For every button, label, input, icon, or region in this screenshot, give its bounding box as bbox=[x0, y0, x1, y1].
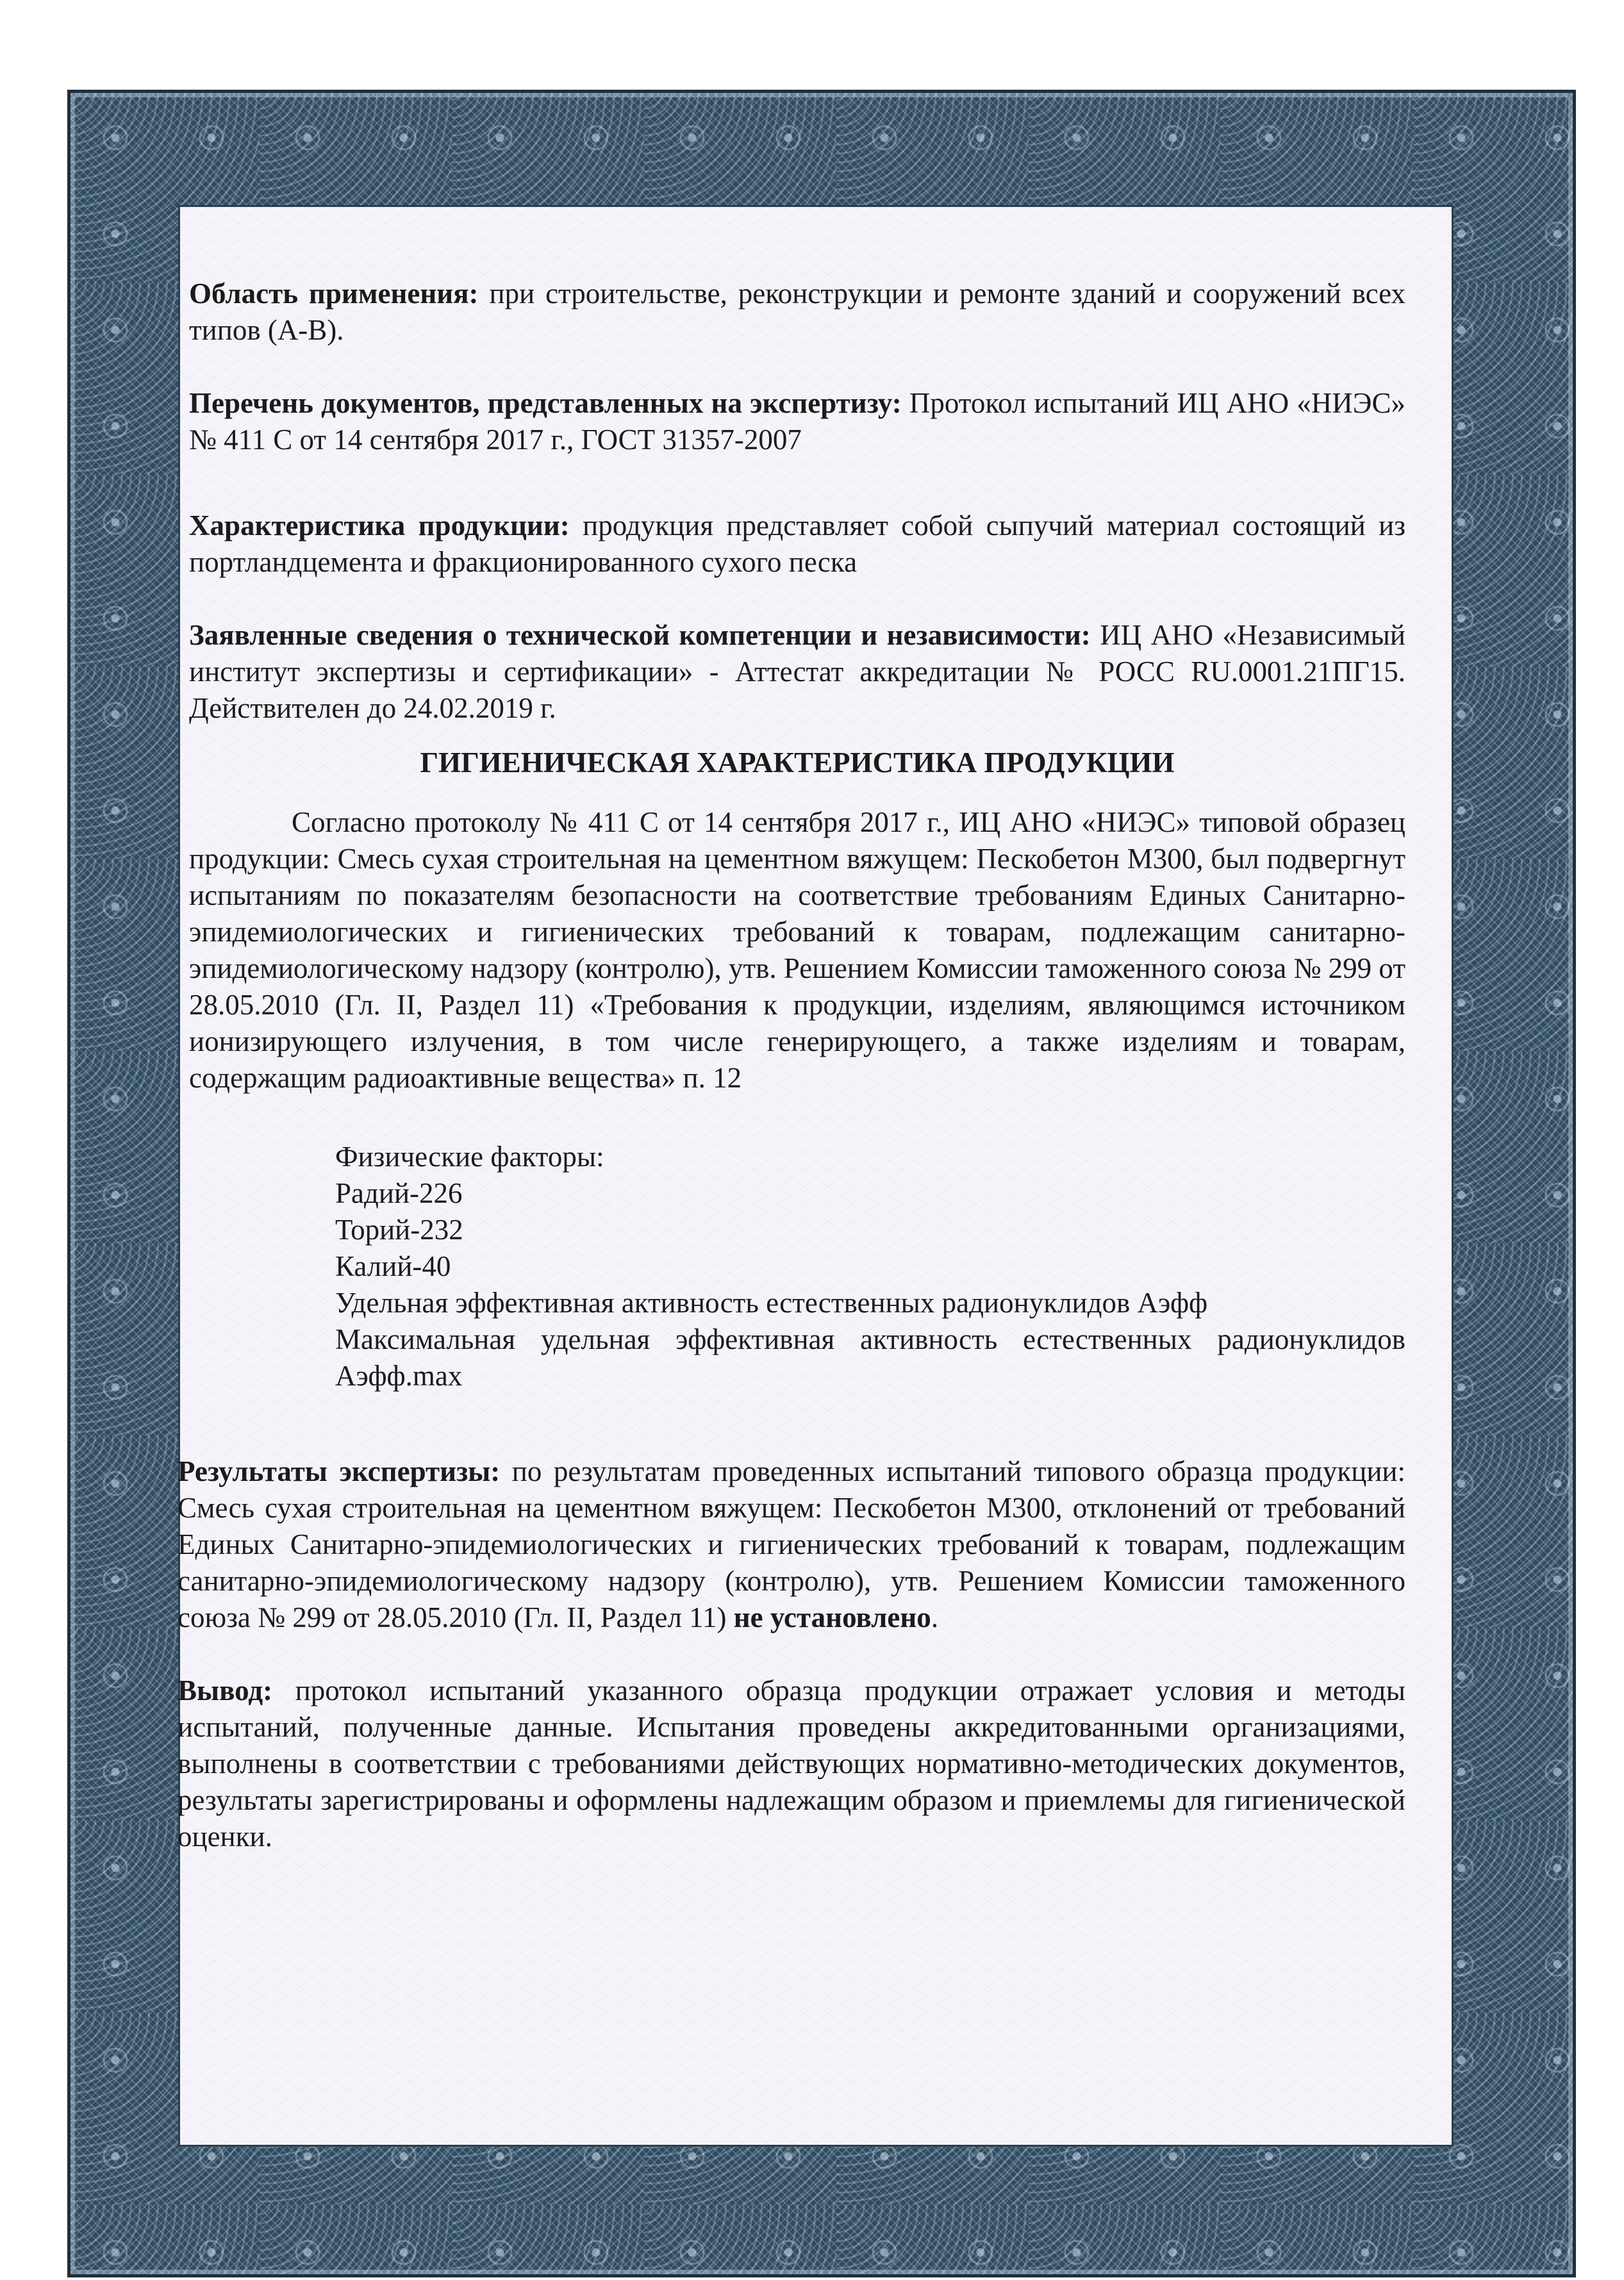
competence-paragraph bbox=[189, 617, 1405, 727]
competence-text: ИЦ АНО «Независимый институт экспертизы и сертификации» - Аттестат аккредитации № РОСС RU.0001.21ПГ15. Действителен до 24.02.2019 г. bbox=[189, 619, 1405, 724]
scope-text: при строительстве, реконструкции и ремонте зданий и сооружений всех типов (А-В). bbox=[189, 277, 1405, 346]
factor-item: Максимальная удельная эффективная активность естественных радионуклидов Аэфф.max bbox=[335, 1323, 1405, 1392]
factors-heading: Физические факторы: bbox=[335, 1141, 604, 1173]
conclusion-paragraph bbox=[178, 1673, 1405, 1855]
conclusion-text: протокол испытаний указанного образца продукции отражает условия и методы испытаний, полученные данные. Испытания проведены аккредитованными организациями, выполнены в соответствии с требованиями действующих нормативно-методических документов, результаты зарегистрированы и оформлены надлежащим образом и приемлемы для гигиенической оценки. bbox=[178, 1674, 1405, 1853]
results-label: Результаты экспертизы: bbox=[178, 1455, 501, 1487]
results-emphasis: не установлено bbox=[733, 1601, 931, 1633]
factor-item: Торий-232 bbox=[335, 1214, 463, 1246]
factor-item: Калий-40 bbox=[335, 1250, 451, 1282]
results-text: по результатам проведенных испытаний типового образца продукции: Смесь сухая строительная на цементном вяжущем: Пескобетон М300, отклонений от требований Единых Санитарно-эпидемиологических и гигиенических требований к товарам, подлежащим санитарно-эпидемиологическому надзору (контролю), утв. Решением Комиссии таможенного союза № 299 от 28.05.2010 (Гл. II, Раздел 11) bbox=[178, 1455, 1405, 1633]
documents-paragraph bbox=[189, 385, 1405, 458]
characteristics-text: продукция представляет собой сыпучий материал состоящий из портландцемента и фракционированного сухого песка bbox=[189, 509, 1406, 578]
results-end: . bbox=[931, 1601, 939, 1633]
documents-label: Перечень документов, представленных на экспертизу: bbox=[189, 387, 902, 419]
scope-paragraph bbox=[189, 276, 1405, 349]
hygiene-paragraph: Согласно протоколу № 411 С от 14 сентября 2017 г., ИЦ АНО «НИЭС» типовой образец продукции: Смесь сухая строительная на цементном вяжущем: Пескобетон М300, был подвергнут испытаниям по показателям безопасности на соответствие требованиям Единых Санитарно-эпидемиологических и гигиенических требований к товарам, подлежащим санитарно-эпидемиологическому надзору (контролю), утв. Решением Комиссии таможенного союза № 299 от 28.05.2010 (Гл. II, Раздел 11) «Требования к продукции, изделиям, являющимся источником ионизирующего излучения, в том числе генерирующего, а также изделиям и товарам, содержащим радиоактивные вещества» п. 12 bbox=[189, 806, 1405, 1094]
factor-item: Радий-226 bbox=[335, 1177, 463, 1209]
hygiene-title: ГИГИЕНИЧЕСКАЯ ХАРАКТЕРИСТИКА ПРОДУКЦИИ bbox=[420, 747, 1175, 779]
documents-text: Протокол испытаний ИЦ АНО «НИЭС» № 411 С от 14 сентября 2017 г., ГОСТ 31357-2007 bbox=[189, 387, 1405, 456]
results-paragraph bbox=[178, 1453, 1405, 1636]
characteristics-paragraph bbox=[189, 508, 1405, 581]
conclusion-label: Вывод: bbox=[178, 1674, 273, 1706]
characteristics-label: Характеристика продукции: bbox=[189, 509, 570, 541]
factor-item: Удельная эффективная активность естественных радионуклидов Аэфф bbox=[335, 1287, 1208, 1319]
factors-list bbox=[335, 1139, 1405, 1394]
scope-label: Область применения: bbox=[189, 277, 479, 310]
competence-label: Заявленные сведения о технической компетенции и независимости: bbox=[189, 619, 1091, 651]
document-body bbox=[178, 276, 1406, 1855]
